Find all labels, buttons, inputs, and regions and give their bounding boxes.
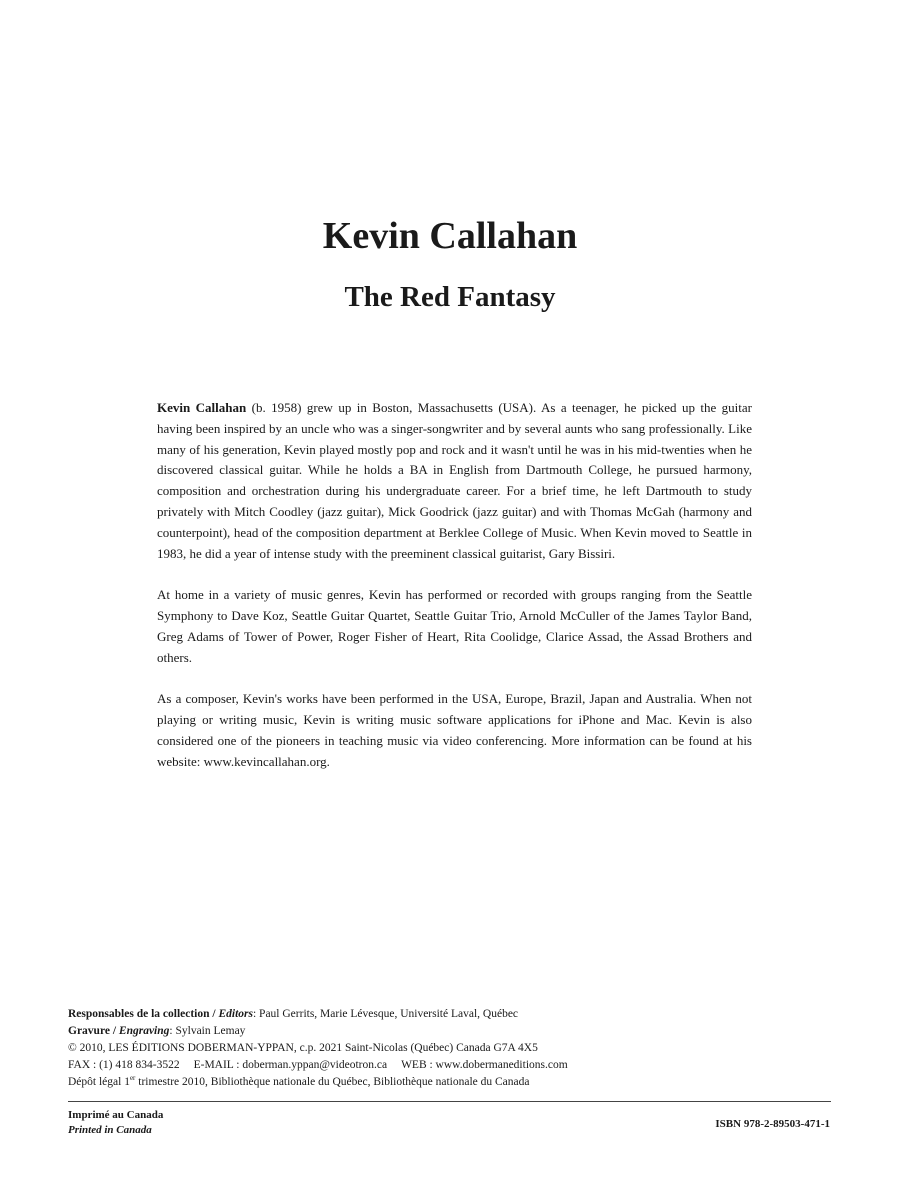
bio-paragraph-3: As a composer, Kevin's works have been performed in the USA, Europe, Brazil, Japan and Australia. When not playing or writing music, Kevin is writing music software applications for iPhone and Mac. Kevin is also considered one of the pioneers in teaching music via video conferencing. More information can be found at his website: www.kevincallahan.org.	[157, 691, 752, 769]
website: WEB : www.dobermaneditions.com	[401, 1059, 568, 1071]
footer-divider	[68, 1101, 831, 1102]
isbn: ISBN 978-2-89503-471-1	[715, 1118, 830, 1130]
publication-credits	[68, 1006, 838, 1091]
bio-paragraph-2: At home in a variety of music genres, Kevin has performed or recorded with groups ranging from the Seattle Symphony to Dave Koz, Seattle Guitar Quartet, Seattle Guitar Trio, Arnold McCuller of the James Taylor Band, Greg Adams of Tower of Power, Roger Fisher of Heart, Rita Coolidge, Clarice Assad, the Assad Brothers and others.	[157, 587, 752, 665]
bio-name: Kevin Callahan	[157, 400, 247, 415]
printed-in	[68, 1108, 163, 1138]
biography	[157, 398, 752, 793]
bio-paragraph-1	[157, 398, 752, 564]
contact-line	[68, 1057, 838, 1074]
engraving-value: : Sylvain Lemay	[169, 1025, 246, 1037]
printed-fr: Imprimé au Canada	[68, 1109, 164, 1121]
legal-deposit-line: Dépôt légal 1er trimestre 2010, Bibliothèque nationale du Québec, Bibliothèque nationale du Canada	[68, 1074, 530, 1088]
copyright-line: © 2010, LES ÉDITIONS DOBERMAN-YPPAN, c.p. 2021 Saint-Nicolas (Québec) Canada G7A 4X5	[68, 1042, 538, 1054]
fax-number: FAX : (1) 418 834-3522	[68, 1059, 180, 1071]
printed-en: Printed in Canada	[68, 1124, 152, 1136]
editors-label-en: Editors	[218, 1008, 253, 1020]
engraving-label-fr: Gravure /	[68, 1025, 119, 1037]
engraving-line	[68, 1023, 838, 1040]
editors-line	[68, 1006, 838, 1023]
bio-paragraph-1-text: (b. 1958) grew up in Boston, Massachusetts (USA). As a teenager, he picked up the guitar having been inspired by an uncle who was a singer-songwriter and by several aunts who sang professionally. Like many of his generation, Kevin played mostly pop and rock and it wasn't until he was in his mid-twenties when he discovered classical guitar. While he holds a BA in English from Dartmouth College, he pursued harmony, composition and orchestration during his undergraduate career. For a brief time, he left Dartmouth to study privately with Mitch Coodley (jazz guitar), Mick Goodrick (jazz guitar) and with Thomas McGah (harmony and counterpoint), head of the composition department at Berklee College of Music. When Kevin moved to Seattle in 1983, he did a year of intense study with the preeminent classical guitarist, Gary Bissiri.	[157, 400, 753, 561]
email-address: E-MAIL : doberman.yppan@videotron.ca	[193, 1059, 388, 1071]
composer-name: Kevin Callahan	[322, 215, 578, 257]
editors-label-fr: Responsables de la collection /	[68, 1008, 219, 1020]
editors-value: : Paul Gerrits, Marie Lévesque, Université Laval, Québec	[252, 1008, 519, 1020]
engraving-label-en: Engraving	[118, 1025, 170, 1037]
work-title: The Red Fantasy	[344, 281, 556, 313]
